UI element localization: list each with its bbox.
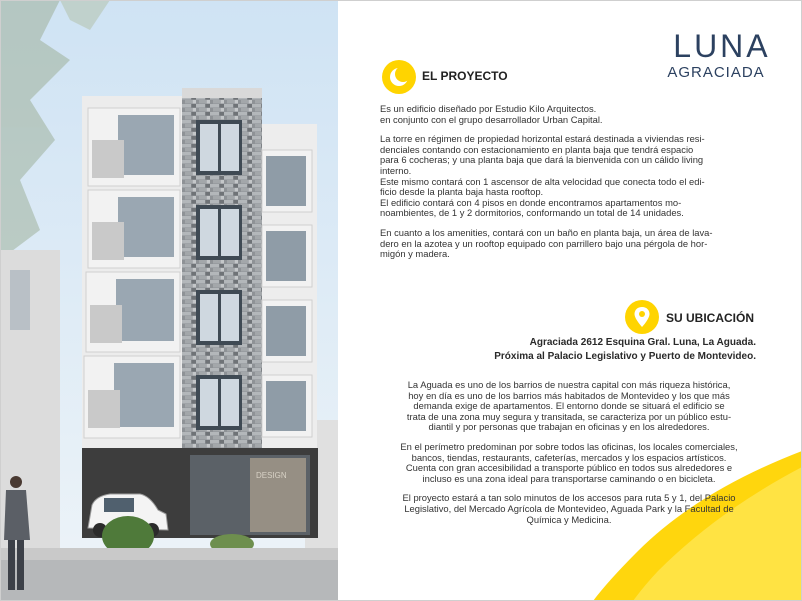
map-pin-icon — [625, 300, 659, 334]
location-text: incluso es una zona ideal para transportarse caminando o en bicicleta. — [422, 472, 716, 484]
address-line: Agraciada 2612 Esquina Gral. Luna, La Aguada. — [529, 337, 756, 348]
section-title-proyecto: EL PROYECTO — [422, 69, 508, 83]
project-text: Este mismo contará con 1 ascensor de alta velocidad que conecta todo el edi- — [380, 175, 705, 187]
location-text: hoy en día es uno de los barrios más habitados de Montevideo y los que más — [408, 389, 730, 401]
project-text: dero en la azotea y un rooftop equipado con parrillero bajo una pérgola de hor- — [380, 237, 708, 249]
project-text: denciales contando con estacionamiento en planta baja que tendrá espacio — [380, 143, 694, 155]
location-text: demanda exige de apartamentos. El entorno donde se situará el edificio se — [413, 400, 725, 412]
project-text: El edificio contará con 4 pisos en donde encontramos apartamentos mo- — [380, 196, 682, 208]
project-text: interno. — [380, 164, 412, 176]
project-text: migón y madera. — [380, 248, 450, 260]
project-text: ficio desde la planta baja hasta rooftop. — [380, 186, 544, 198]
location-text: En el perímetro predominan por sobre todos las oficinas, los locales comerciales, — [400, 440, 738, 452]
logo-wordmark — [656, 30, 776, 62]
project-text: La torre en régimen de propiedad horizontal estará destinada a viviendas resi- — [380, 133, 705, 145]
location-text: Cuenta con gran accesibilidad a transporte público en todos sus alrededores e — [405, 462, 733, 474]
location-address — [494, 336, 756, 364]
location-text: Química y Medicina. — [526, 513, 612, 525]
location-text: Legislativo, del Mercado Agrícola de Montevideo, Aguada Park y la Facultad de — [404, 502, 734, 514]
location-text: trata de una zona muy segura y transitada, se caracteriza por un público estu- — [406, 410, 732, 422]
building-render — [0, 0, 338, 601]
location-text: bancos, tiendas, restaurants, cafeterías, mercados y los espacios artísticos. — [411, 451, 727, 463]
address-line: Próxima al Palacio Legislativo y Puerto de Montevideo. — [494, 351, 756, 362]
logo-subtitle: AGRACIADA — [667, 64, 765, 81]
logo-word: LUNA — [673, 28, 771, 64]
section-title-ubicacion: SU UBICACIÓN — [666, 311, 755, 325]
project-text: En cuanto a los amenities, contará con un baño en planta baja, un área de lava- — [380, 226, 713, 238]
project-description — [380, 104, 760, 260]
project-text: Es un edificio diseñado por Estudio Kilo Arquitectos. — [380, 103, 597, 114]
location-text: La Aguada es uno de los barrios de nuestra capital con más riqueza histórica, — [407, 379, 731, 390]
storefront-sign: DESIGN — [256, 471, 287, 480]
brand-logo — [656, 30, 776, 81]
project-text: noambientes, de 1 y 2 dormitorios, conformando un total de 14 unidades. — [380, 207, 684, 219]
location-text: El proyecto estará a tan solo minutos de los accesos para ruta 5 y 1, del Palacio — [402, 492, 736, 504]
content-panel — [338, 0, 802, 601]
crescent-moon-icon — [382, 60, 416, 94]
project-text: en conjunto con el grupo desarrollador Urban Capital. — [380, 113, 603, 125]
location-text: diantil y por personas que trabajan en oficinas y en los alrededores. — [428, 421, 710, 433]
location-description — [374, 380, 764, 525]
project-text: para 6 cocheras; y una planta baja que dará la bienvenida con un cálido living — [380, 154, 704, 166]
